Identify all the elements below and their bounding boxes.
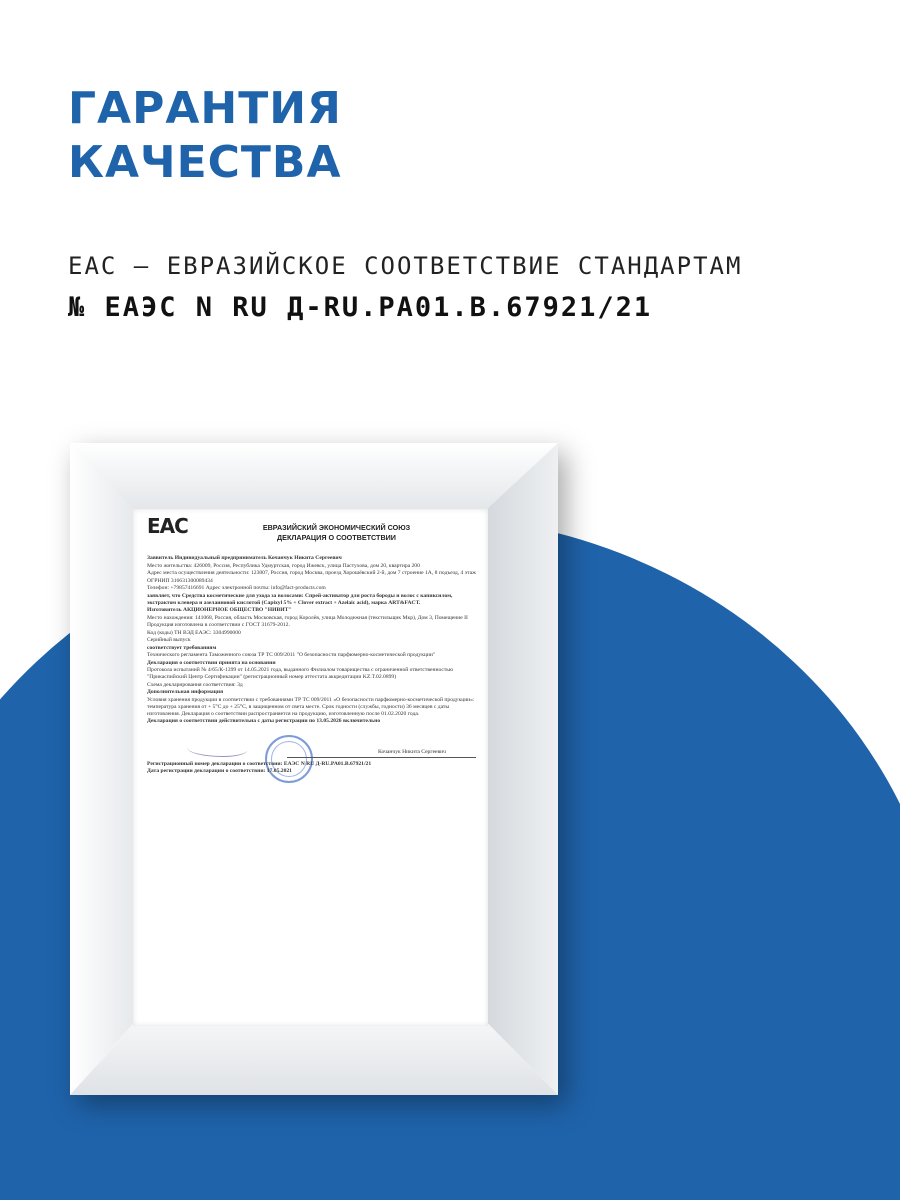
frame-bevel-right bbox=[488, 443, 558, 1095]
document-paragraph: Изготовитель АКЦИОНЕРНОЕ ОБЩЕСТВО "НИВИТ" bbox=[147, 607, 292, 613]
document-paragraph: Условия хранения продукции в соответствии с требованиями ТР ТС 009/2011 «О безопасности парфюмерно-косметической продукции»: температура хранения от + 5°С до + 25°С, в защищенном от света месте. Срок годности (службы, годности) 36 месяцев с даты изготовления. Декларация о соответствии распространяется на продукцию, изготовленную после 01.02.2020 года. bbox=[147, 696, 475, 717]
document-header bbox=[147, 514, 476, 555]
document-paragraph: Место нахождения: 141068, Россия, область Московская, город Королёв, улица Молодежная (текстильщик Мкр), Дом 3, Помещение II bbox=[147, 614, 468, 621]
document-heading bbox=[197, 523, 476, 543]
document-paragraph: Дополнительная информация bbox=[147, 689, 224, 695]
document-paragraph: Схема декларирования соответствия: 3д bbox=[147, 681, 243, 688]
page-title bbox=[68, 82, 342, 190]
document-paragraph: Серийный выпуск bbox=[147, 637, 191, 643]
registration-date-line: Дата регистрации декларации о соответствии: 17.05.2021 bbox=[147, 768, 292, 774]
certificate-frame bbox=[70, 443, 558, 1095]
document-paragraph: Код (коды) ТН ВЭД ЕАЭС: 3304990000 bbox=[147, 629, 241, 636]
title-line-1: ГАРАНТИЯ bbox=[68, 83, 342, 134]
seal-stamp bbox=[265, 735, 313, 783]
document-paragraph: соответствует требованиям bbox=[147, 644, 217, 651]
frame-bevel-left bbox=[70, 443, 133, 1095]
eac-logo: ЕАС bbox=[147, 514, 188, 538]
document-paragraph: Адрес места осуществления деятельности: 123007, Россия, город Москва, проезд Хорошёвский 2-й, дом 7 строение 1А, 8 подъезд, 4 этаж bbox=[147, 570, 476, 576]
signature bbox=[187, 741, 247, 757]
subtitle: EAC – ЕВРАЗИЙСКОЕ СООТВЕТСТВИЕ СТАНДАРТАМ bbox=[68, 252, 743, 280]
signature-line bbox=[287, 757, 476, 758]
document-paragraph: Декларация о соответствии действительна с даты регистрации по 13.05.2026 включительно bbox=[147, 718, 381, 724]
document-paragraph: Технического регламента Таможенного союза ТР ТС 009/2011 "О безопасности парфюмерно-косметической продукции" bbox=[147, 652, 436, 658]
signer-name: Кочанчук Никита Сергеевич bbox=[378, 749, 446, 755]
signature-block bbox=[147, 735, 476, 775]
frame-bevel-bottom bbox=[70, 1026, 558, 1095]
document-paragraph: Место жительства: 426009, Россия, Республика Удмуртская, город Ижевск, улица Пастухова, дом 20, квартира 200 bbox=[147, 562, 420, 569]
document-heading-line-2: ДЕКЛАРАЦИЯ О СООТВЕТСТВИИ bbox=[277, 533, 396, 542]
document-paragraph: Протокола испытаний № 4/65/К-1399 от 14.05.2021 года, выданного Филиалом товарищества с ограниченной ответственностью "Прикаспийский Центр Сертификации" (регистрационный номер аттестата аккредитации KZ.T.02.0899) bbox=[147, 667, 454, 680]
document-heading-line-1: ЕВРАЗИЙСКИЙ ЭКОНОМИЧЕСКИЙ СОЮЗ bbox=[262, 523, 411, 532]
title-line-2: КАЧЕСТВА bbox=[68, 137, 342, 188]
frame-bevel-top bbox=[70, 443, 558, 509]
document-paragraph: Телефон: +79857416691 Адрес электронной почты: info@fact-products.com bbox=[147, 585, 326, 591]
document-paragraph: заявляет, что Средства косметические для ухода за волосами: Спрей-активатор для роста бороды и волос с капиксилом, экстрактом клевера и азелаиновой кислотой (Capixyl 5% + Clover extract + Azelaic acid), марка ART&FACT. bbox=[147, 592, 453, 606]
registration-number-line: Регистрационный номер декларации о соответствии: ЕАЭС N RU Д-RU.PA01.B.67921/21 bbox=[147, 761, 372, 767]
document-paragraph: ОГРНИП 316631300089434 bbox=[147, 577, 213, 584]
document-paragraph: Заявитель Индивидуальный предприниматель Кочанчук Никита Сергеевич bbox=[147, 555, 342, 561]
registration-number: № ЕАЭС N RU Д-RU.PA01.B.67921/21 bbox=[68, 292, 653, 323]
declaration-document bbox=[133, 509, 488, 1026]
registration-info bbox=[147, 761, 476, 775]
document-body bbox=[147, 555, 476, 725]
document-paragraph: Продукция изготовлена в соответствии с ГОСТ 31679-2012. bbox=[147, 622, 290, 628]
document-paragraph: Декларация о соответствии принята на основании bbox=[147, 659, 276, 666]
